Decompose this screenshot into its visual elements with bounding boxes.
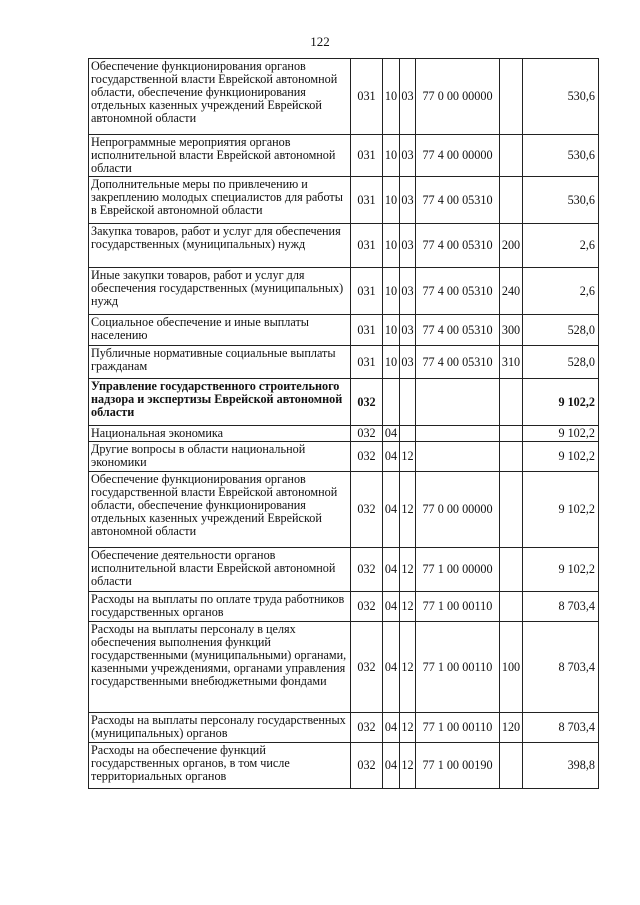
row-name: Расходы на выплаты по оплате труда работников государственных органов	[89, 592, 351, 622]
subsection-code: 12	[400, 472, 416, 548]
amount-value: 9 102,2	[523, 379, 599, 426]
section-code: 04	[383, 713, 400, 743]
subsection-code: 03	[400, 177, 416, 224]
row-name: Расходы на выплаты персоналу государственных (муниципальных) органов	[89, 713, 351, 743]
expense-type-code	[500, 592, 523, 622]
expense-type-code: 100	[500, 622, 523, 713]
ministry-code: 031	[351, 346, 383, 379]
ministry-code: 031	[351, 224, 383, 268]
program-code: 77 1 00 00110	[416, 713, 500, 743]
table-row	[89, 472, 599, 548]
amount-value: 530,6	[523, 135, 599, 177]
amount-value: 9 102,2	[523, 426, 599, 442]
program-code: 77 1 00 00110	[416, 592, 500, 622]
row-name: Обеспечение деятельности органов исполнительной власти Еврейской автономной области	[89, 548, 351, 592]
row-name: Другие вопросы в области национальной экономики	[89, 442, 351, 472]
program-code: 77 4 00 05310	[416, 346, 500, 379]
budget-table	[88, 58, 599, 789]
amount-value: 2,6	[523, 224, 599, 268]
program-code: 77 1 00 00190	[416, 743, 500, 789]
expense-type-code: 240	[500, 268, 523, 315]
ministry-code: 032	[351, 379, 383, 426]
amount-value: 8 703,4	[523, 622, 599, 713]
table-row	[89, 548, 599, 592]
subsection-code: 03	[400, 268, 416, 315]
section-code: 10	[383, 177, 400, 224]
budget-table-body	[89, 59, 599, 789]
row-name: Закупка товаров, работ и услуг для обеспечения государственных (муниципальных) нужд	[89, 224, 351, 268]
amount-value: 9 102,2	[523, 442, 599, 472]
program-code: 77 4 00 05310	[416, 268, 500, 315]
subsection-code: 12	[400, 442, 416, 472]
page-number: 122	[310, 34, 330, 49]
subsection-code: 03	[400, 346, 416, 379]
table-row	[89, 135, 599, 177]
row-name: Расходы на выплаты персоналу в целях обеспечения выполнения функций государственными (муниципальными) органами, казенными учреждениями, органами управления государственными внебюджетными фондами	[89, 622, 351, 713]
row-name: Дополнительные меры по привлечению и закреплению молодых специалистов для работы в Еврейской автономной области	[89, 177, 351, 224]
section-code: 10	[383, 315, 400, 346]
program-code: 77 0 00 00000	[416, 472, 500, 548]
amount-value: 528,0	[523, 346, 599, 379]
section-code: 04	[383, 743, 400, 789]
expense-type-code: 200	[500, 224, 523, 268]
program-code: 77 4 00 05310	[416, 224, 500, 268]
row-name: Обеспечение функционирования органов государственной власти Еврейской автономной области, обеспечение функционирования отдельных казенных учреждений Еврейской автономной области	[89, 59, 351, 135]
row-name: Непрограммные мероприятия органов исполнительной власти Еврейской автономной области	[89, 135, 351, 177]
ministry-code: 032	[351, 743, 383, 789]
amount-value: 9 102,2	[523, 548, 599, 592]
ministry-code: 031	[351, 177, 383, 224]
table-row	[89, 315, 599, 346]
ministry-code: 032	[351, 622, 383, 713]
section-code: 10	[383, 268, 400, 315]
subsection-code	[400, 379, 416, 426]
subsection-code: 03	[400, 315, 416, 346]
amount-value: 8 703,4	[523, 713, 599, 743]
ministry-code: 031	[351, 315, 383, 346]
section-code: 10	[383, 135, 400, 177]
section-code: 04	[383, 472, 400, 548]
expense-type-code	[500, 472, 523, 548]
row-name: Социальное обеспечение и иные выплаты населению	[89, 315, 351, 346]
program-code: 77 4 00 05310	[416, 315, 500, 346]
amount-value: 8 703,4	[523, 592, 599, 622]
table-row	[89, 224, 599, 268]
section-code: 04	[383, 622, 400, 713]
ministry-code: 032	[351, 442, 383, 472]
ministry-code: 032	[351, 592, 383, 622]
subsection-code: 12	[400, 548, 416, 592]
table-row	[89, 713, 599, 743]
section-code: 10	[383, 59, 400, 135]
table-row	[89, 268, 599, 315]
row-name: Обеспечение функционирования органов государственной власти Еврейской автономной области, обеспечение функционирования отдельных казенных учреждений Еврейской автономной области	[89, 472, 351, 548]
section-code: 04	[383, 426, 400, 442]
program-code: 77 4 00 00000	[416, 135, 500, 177]
ministry-code: 032	[351, 472, 383, 548]
subsection-code: 12	[400, 622, 416, 713]
program-code	[416, 379, 500, 426]
expense-type-code	[500, 426, 523, 442]
row-name: Расходы на обеспечение функций государственных органов, в том числе территориальных органов	[89, 743, 351, 789]
expense-type-code: 120	[500, 713, 523, 743]
expense-type-code: 300	[500, 315, 523, 346]
table-row	[89, 426, 599, 442]
subsection-code: 03	[400, 59, 416, 135]
program-code	[416, 426, 500, 442]
expense-type-code	[500, 743, 523, 789]
amount-value: 9 102,2	[523, 472, 599, 548]
table-row	[89, 346, 599, 379]
table-row	[89, 592, 599, 622]
program-code: 77 1 00 00000	[416, 548, 500, 592]
subsection-code: 12	[400, 592, 416, 622]
expense-type-code	[500, 379, 523, 426]
section-code: 04	[383, 592, 400, 622]
amount-value: 530,6	[523, 177, 599, 224]
amount-value: 2,6	[523, 268, 599, 315]
expense-type-code	[500, 177, 523, 224]
section-code: 04	[383, 548, 400, 592]
section-code: 10	[383, 224, 400, 268]
subsection-code	[400, 426, 416, 442]
amount-value: 528,0	[523, 315, 599, 346]
subsection-code: 03	[400, 135, 416, 177]
expense-type-code	[500, 135, 523, 177]
row-name: Национальная экономика	[89, 426, 351, 442]
amount-value: 398,8	[523, 743, 599, 789]
table-row	[89, 442, 599, 472]
amount-value: 530,6	[523, 59, 599, 135]
expense-type-code: 310	[500, 346, 523, 379]
table-row	[89, 622, 599, 713]
program-code: 77 0 00 00000	[416, 59, 500, 135]
program-code: 77 4 00 05310	[416, 177, 500, 224]
table-row	[89, 59, 599, 135]
ministry-code: 032	[351, 426, 383, 442]
expense-type-code	[500, 59, 523, 135]
ministry-code: 031	[351, 268, 383, 315]
table-row	[89, 379, 599, 426]
program-code	[416, 442, 500, 472]
row-name: Иные закупки товаров, работ и услуг для обеспечения государственных (муниципальных) нужд	[89, 268, 351, 315]
expense-type-code	[500, 548, 523, 592]
section-code: 10	[383, 346, 400, 379]
row-name: Публичные нормативные социальные выплаты гражданам	[89, 346, 351, 379]
ministry-code: 032	[351, 713, 383, 743]
subsection-code: 03	[400, 224, 416, 268]
subsection-code: 12	[400, 743, 416, 789]
ministry-code: 031	[351, 135, 383, 177]
row-name: Управление государственного строительного надзора и экспертизы Еврейской автономной области	[89, 379, 351, 426]
expense-type-code	[500, 442, 523, 472]
subsection-code: 12	[400, 713, 416, 743]
ministry-code: 031	[351, 59, 383, 135]
ministry-code: 032	[351, 548, 383, 592]
section-code	[383, 379, 400, 426]
program-code: 77 1 00 00110	[416, 622, 500, 713]
table-row	[89, 743, 599, 789]
section-code: 04	[383, 442, 400, 472]
table-row	[89, 177, 599, 224]
